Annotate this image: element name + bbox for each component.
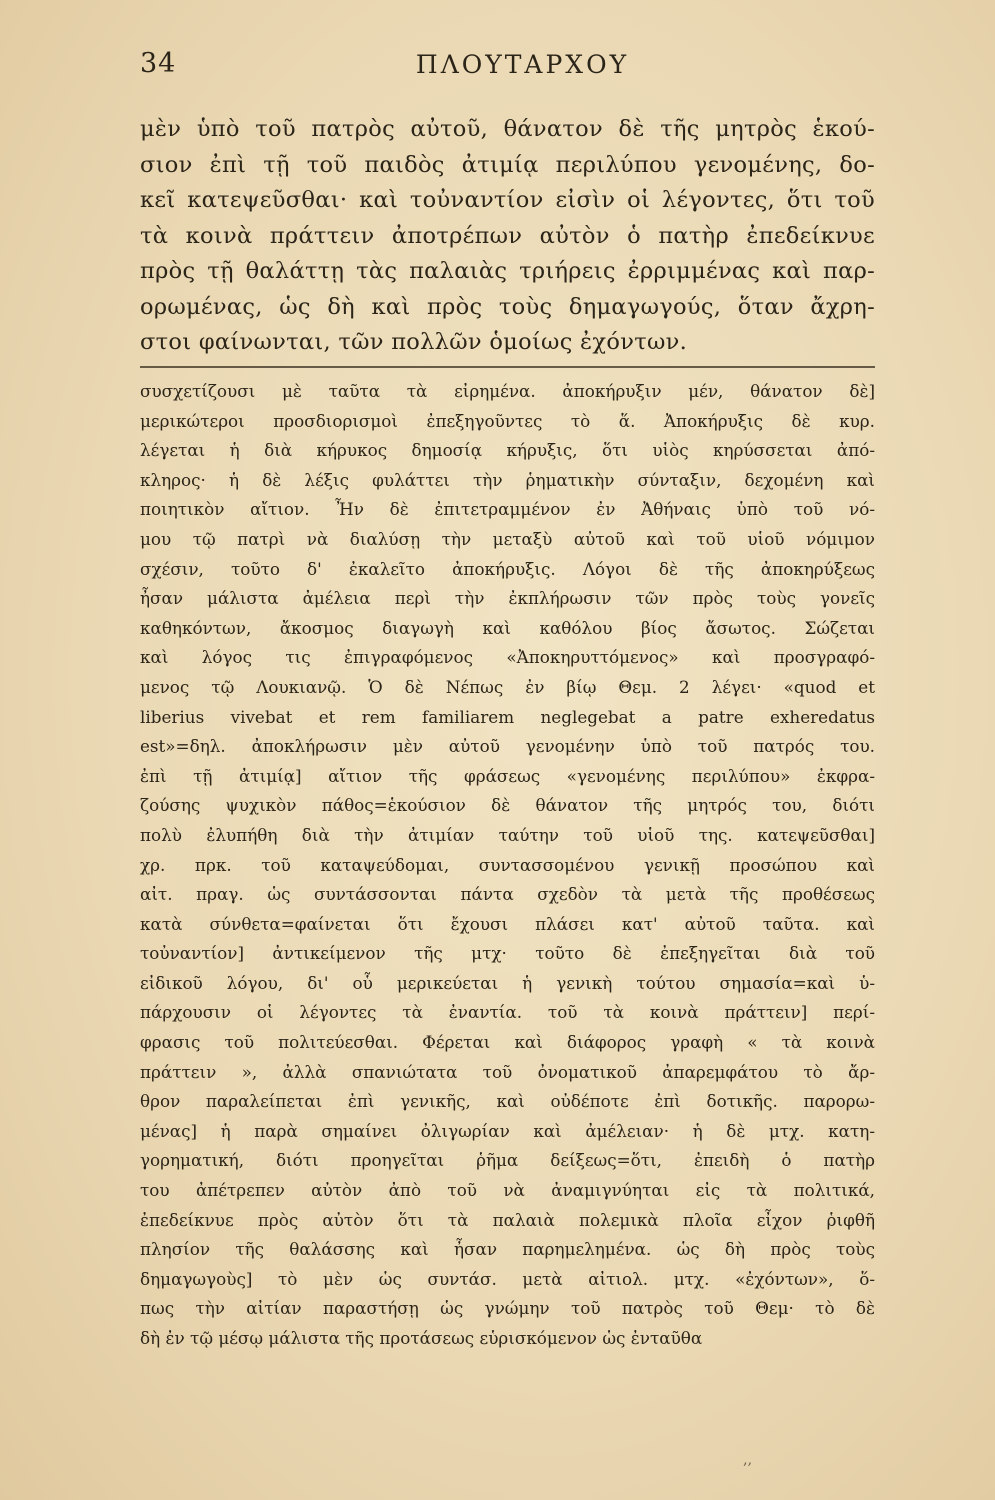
- commentary-line: θρον παραλείπεται ἐπὶ γενικῆς, καὶ οὐδέποτε ἐπὶ δοτικῆς. παρορω-: [140, 1091, 875, 1112]
- commentary-line: του ἀπέτρεπεν αὐτὸν ἀπὸ τοῦ νὰ ἀναμιγνύηται εἰς τὰ πολιτικά,: [140, 1180, 875, 1201]
- commentary-line: μου τῷ πατρὶ νὰ διαλύσῃ τὴν μεταξὺ αὐτοῦ καὶ τοῦ υἱοῦ νόμιμον: [140, 528, 875, 549]
- main-text-line: πρὸς τῇ θαλάττῃ τὰς παλαιὰς τριήρεις ἐρριμμένας καὶ παρ-: [140, 258, 875, 284]
- commentary-line: μερικώτεροι προσδιορισμοὶ ἐπεξηγοῦντες τὸ ἅ. Ἀποκήρυξις δὲ κυρ.: [140, 410, 875, 431]
- footer-mark: ‚‚: [743, 1452, 752, 1468]
- commentary-line: ἐπὶ τῇ ἀτιμίᾳ] αἴτιον τῆς φράσεως «γενομένης περιλύπου» ἐκφρα-: [140, 765, 875, 786]
- commentary-line: πάρχουσιν οἱ λέγοντες τὰ ἐναντία. τοῦ τὰ κοινὰ πράττειν] περί-: [140, 1002, 875, 1023]
- commentary-line: αἰτ. πραγ. ὡς συντάσσονται πάντα σχεδὸν τὰ μετὰ τῆς προθέσεως: [140, 884, 875, 905]
- commentary-line: εἰδικοῦ λόγου, δι' οὗ μερικεύεται ἡ γενικὴ τούτου σημασία=καὶ ὑ-: [140, 972, 875, 993]
- main-text-line: μὲν ὑπὸ τοῦ πατρὸς αὐτοῦ, θάνατον δὲ τῆς μητρὸς ἑκού-: [140, 116, 875, 142]
- commentary-line: κληρος· ἡ δὲ λέξις φυλάττει τὴν ῥηματικὴν σύνταξιν, δεχομένη καὶ: [140, 469, 875, 490]
- commentary-line: ζούσης ψυχικὸν πάθος=ἑκούσιον δὲ θάνατον τῆς μητρός του, διότι: [140, 795, 875, 816]
- commentary-line: πως τὴν αἰτίαν παραστήσῃ ὡς γνώμην τοῦ πατρὸς τοῦ Θεμ· τὸ δὲ: [140, 1298, 875, 1319]
- main-text-line: ορωμένας, ὡς δὴ καὶ πρὸς τοὺς δημαγωγούς, ὅταν ἄχρη-: [140, 293, 875, 320]
- commentary-block: [140, 377, 875, 1354]
- commentary-line: μενος τῷ Λουκιανῷ. Ὁ δὲ Νέπως ἐν βίῳ Θεμ. 2 λέγει· «quod et: [140, 676, 875, 697]
- commentary-line: λέγεται ἡ διὰ κήρυκος δημοσίᾳ κήρυξις, ὅτι υἱὸς κηρύσσεται ἀπό-: [140, 440, 875, 461]
- commentary-line: σχέσιν, τοῦτο δ' ἐκαλεῖτο ἀποκήρυξις. Λόγοι δὲ τῆς ἀποκηρύξεως: [140, 558, 875, 579]
- main-text-block: [140, 112, 875, 361]
- commentary-line: κατὰ σύνθετα=φαίνεται ὅτι ἔχουσι πλάσει κατ' αὐτοῦ ταῦτα. καὶ: [140, 913, 875, 934]
- commentary-line: γορηματική, διότι προηγεῖται ῥῆμα δείξεως=ὅτι, ἐπειδὴ ὁ πατὴρ: [140, 1150, 875, 1171]
- main-text-line: στοι φαίνωνται, τῶν πολλῶν ὁμοίως ἐχόντων.: [140, 329, 688, 355]
- commentary-line: liberius vivebat et rem familiarem neglegebat a patre exheredatus: [140, 706, 875, 727]
- commentary-line: πράττειν », ἀλλὰ σπανιώτατα τοῦ ὀνοματικοῦ ἀπαρεμφάτου τὸ ἄρ-: [140, 1061, 875, 1082]
- commentary-line: πολὺ ἐλυπήθη διὰ τὴν ἀτιμίαν ταύτην τοῦ υἱοῦ της. κατεψεῦσθαι]: [140, 824, 875, 845]
- commentary-line: ἐπεδείκνυε πρὸς αὐτὸν ὅτι τὰ παλαιὰ πολεμικὰ πλοῖα εἶχον ῥιφθῆ: [140, 1209, 875, 1230]
- commentary-line: πλησίον τῆς θαλάσσης καὶ ἦσαν παρημελημένα. ὡς δὴ πρὸς τοὺς: [140, 1239, 875, 1260]
- commentary-line: τοὐναντίον] ἀντικείμενον τῆς μτχ· τοῦτο δὲ ἐπεξηγεῖται διὰ τοῦ: [140, 943, 875, 964]
- main-text-line: σιον ἐπὶ τῇ τοῦ παιδὸς ἀτιμίᾳ περιλύπου γενομένης, δο-: [140, 151, 875, 178]
- commentary-line: ἦσαν μάλιστα ἀμέλεια περὶ τὴν ἐκπλήρωσιν τῶν πρὸς τοὺς γονεῖς: [140, 588, 875, 609]
- section-divider: [140, 364, 875, 370]
- commentary-line: χρ. πρκ. τοῦ καταψεύδομαι, συντασσομένου γενικῇ προσώπου καὶ: [140, 854, 875, 875]
- commentary-line: ποιητικὸν αἴτιον. Ἦν δὲ ἐπιτετραμμένον ἐν Ἀθήναις ὑπὸ τοῦ νό-: [140, 499, 875, 520]
- commentary-line: καθηκόντων, ἄκοσμος διαγωγὴ καὶ καθόλου βίος ἄσωτος. Σώζεται: [140, 617, 875, 638]
- page-number: 34: [140, 48, 177, 79]
- commentary-line: δὴ ἐν τῷ μέσῳ μάλιστα τῆς προτάσεως εὑρισκόμενον ὡς ἐνταῦθα: [140, 1328, 703, 1348]
- running-title: ΠΛΟΥΤΑΡΧΟΥ: [415, 50, 630, 79]
- main-text-line: κεῖ κατεψεῦσθαι· καὶ τοὐναντίον εἰσὶν οἱ λέγοντες, ὅτι τοῦ: [140, 187, 875, 213]
- main-text-line: τὰ κοινὰ πράττειν ἀποτρέπων αὐτὸν ὁ πατὴρ ἐπεδείκνυε: [140, 222, 875, 249]
- commentary-line: συσχετίζουσι μὲ ταῦτα τὰ εἰρημένα. ἀποκήρυξιν μέν, θάνατον δὲ]: [140, 381, 875, 401]
- commentary-line: μένας] ἡ παρὰ σημαίνει ὀλιγωρίαν καὶ ἀμέλειαν· ἡ δὲ μτχ. κατη-: [140, 1120, 875, 1141]
- commentary-line: καὶ λόγος τις ἐπιγραφόμενος «Ἀποκηρυττόμενος» καὶ προσγραφό-: [140, 647, 875, 668]
- commentary-line: δημαγωγοὺς] τὸ μὲν ὡς συντάσ. μετὰ αἰτιολ. μτχ. «ἐχόντων», ὅ-: [140, 1268, 875, 1289]
- commentary-line: est»=δηλ. ἀποκλήρωσιν μὲν αὐτοῦ γενομένην ὑπὸ τοῦ πατρός του.: [140, 736, 875, 757]
- page-header: [140, 48, 875, 88]
- commentary-line: φρασις τοῦ πολιτεύεσθαι. Φέρεται καὶ διάφορος γραφὴ « τὰ κοινὰ: [140, 1032, 875, 1053]
